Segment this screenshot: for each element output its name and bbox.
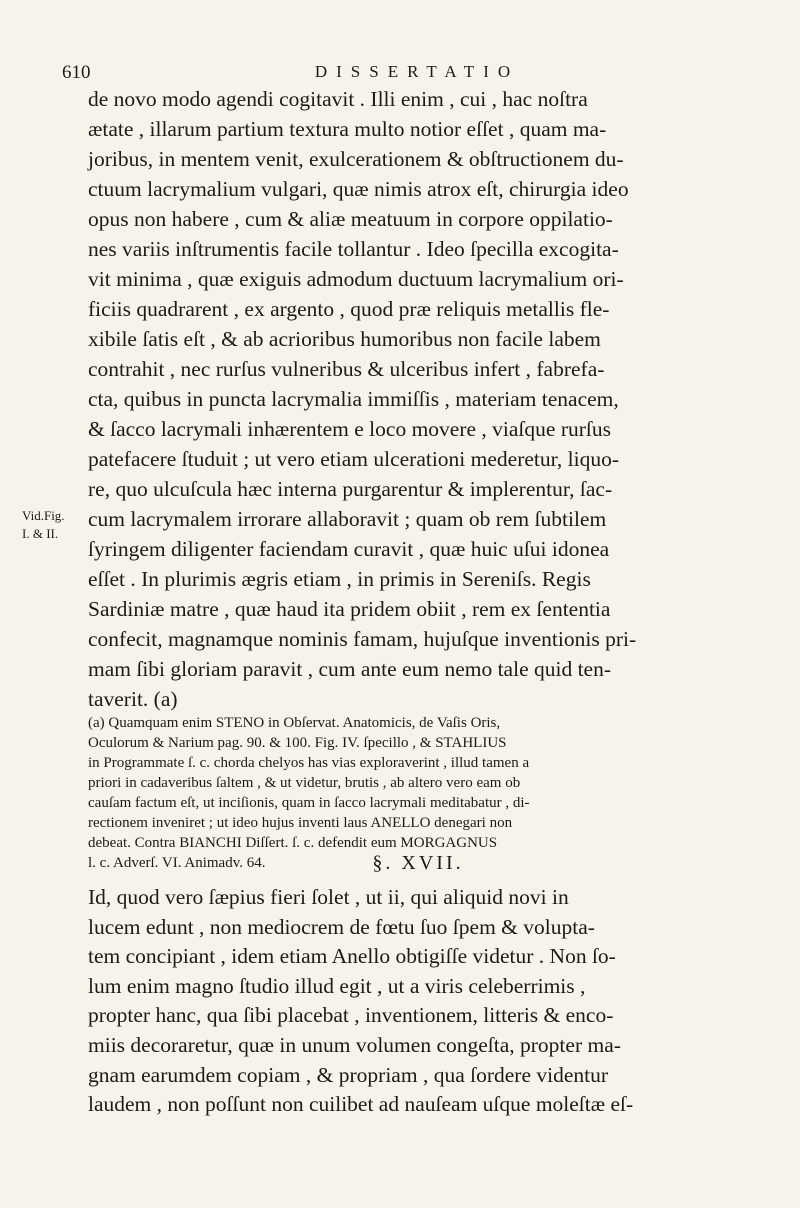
text-line: vit minima , quæ exiguis admodum ductuum lacrymalium ori- [88,267,624,291]
margin-note [22,507,72,543]
text-line: ctuum lacrymalium vulgari, quæ nimis atrox eſt, chirurgia ideo [88,177,629,201]
text-line: ficiis quadrarent , ex argento , quod præ reliquis metallis fle- [88,297,610,321]
text-line: Sardiniæ matre , quæ haud ita pridem obiit , rem ex ſententia [88,597,611,621]
text-line: xibile ſatis eſt , & ab acrioribus humoribus non facile labem [88,327,601,351]
text-line: joribus, in mentem venit, exulcerationem & obſtructionem du- [88,147,624,171]
text-line: eſſet . In plurimis ægris etiam , in primis in Sereniſs. Regis [88,567,591,591]
text-line: gnam earumdem copiam , & propriam , qua ſordere videntur [88,1062,609,1087]
text-line: propter hanc, qua ſibi placebat , inventionem, litteris & enco- [88,1003,614,1028]
main-paragraph [88,84,748,714]
text-line: cum lacrymalem irrorare allaboravit ; quam ob rem ſubtilem [88,507,607,531]
text-line: lum enim magno ſtudio illud egit , ut a viris celeberrimis , [88,973,586,998]
footnote-line: (a) Quamquam enim STENO in Obſervat. Anatomicis, de Vaſis Oris, [88,715,501,731]
footnote-line: rectionem inveniret ; ut ideo hujus inventi laus ANELLO denegari non [88,815,513,831]
text-line: & ſacco lacrymali inhærentem e loco movere , viaſque rurſus [88,417,611,441]
footnote-line: cauſam factum eſt, ut inciſionis, quam in ſacco lacrymali meditabatur , di- [88,795,530,811]
text-line: Id, quod vero ſæpius fieri ſolet , ut ii, qui aliquid novi in [88,885,569,909]
text-line: ætate , illarum partium textura multo notior eſſet , quam ma- [88,117,607,141]
text-line: ſyringem diligenter faciendam curavit , quæ huic uſui idonea [88,537,610,561]
margin-note-line: I. & II. [22,526,59,541]
text-line: nes variis inſtrumentis facile tollantur . Ideo ſpecilla excogita- [88,237,619,261]
text-line: contrahit , nec rurſus vulneribus & ulceribus infert , fabrefa- [88,357,605,381]
text-line: miis decoraretur, quæ in unum volumen congeſta, propter ma- [88,1032,621,1057]
footnote [88,713,748,873]
footnote-line: debeat. Contra BIANCHI Diſſert. ſ. c. defendit eum MORGAGNUS [88,835,498,851]
text-line: laudem , non poſſunt non cuilibet ad nauſeam uſque moleſtæ eſ- [88,1092,634,1117]
text-line: lucem edunt , non mediocrem de fœtu ſuo ſpem & volupta- [88,914,595,939]
text-line: cta, quibus in puncta lacrymalia immiſſis , materiam tenacem, [88,387,619,411]
margin-note-line: Vid.Fig. [22,508,65,523]
section-heading: §. XVII. [372,852,464,874]
text-line: tem concipiant , idem etiam Anello obtigiſſe videtur . Non ſo- [88,944,616,969]
text-line: mam ſibi gloriam paravit , cum ante eum nemo tale quid ten- [88,657,612,681]
text-line: re, quo ulcuſcula hæc interna purgarentur & implerentur, ſac- [88,477,613,501]
page-number: 610 [62,62,91,83]
footnote-line: in Programmate ſ. c. chorda chelyos has vias exploraverint , illud tamen a [88,755,530,771]
text-line: de novo modo agendi cogitavit . Illi enim , cui , hac noſtra [88,87,588,111]
footnote-line: priori in cadaveribus ſaltem , & ut videtur, brutis , ab altero vero eam ob [88,775,521,791]
text-line: taverit. (a) [88,687,178,711]
footnote-line: l. c. Adverſ. VI. Animadv. 64. [88,855,266,871]
footnote-line: Oculorum & Narium pag. 90. & 100. Fig. IV. ſpecillo , & STAHLIUS [88,735,507,751]
text-line: opus non habere , cum & aliæ meatuum in corpore oppilatio- [88,207,613,231]
running-title: DISSERTATIO [314,62,520,81]
text-line: confecit, magnamque nominis famam, hujuſque inventionis pri- [88,627,637,651]
text-line: patefacere ſtuduit ; ut vero etiam ulcerationi mederetur, liquo- [88,447,620,471]
section-paragraph [88,883,748,1120]
